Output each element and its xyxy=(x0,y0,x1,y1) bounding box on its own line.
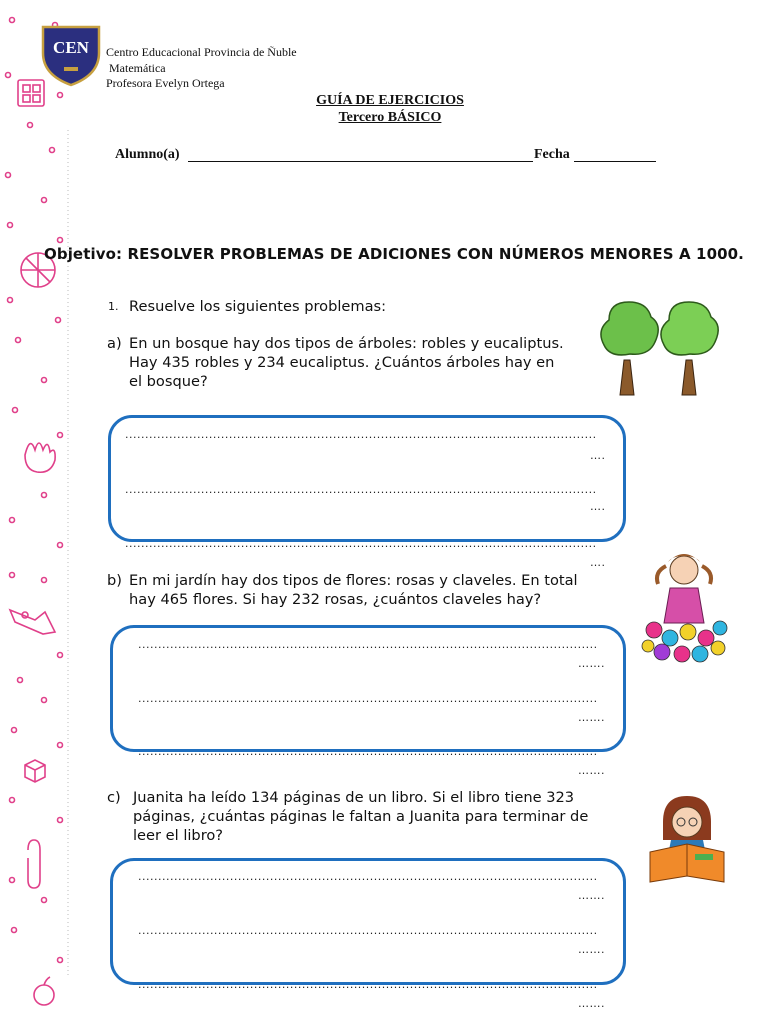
decorative-left-border xyxy=(0,0,90,1024)
problem-c-text xyxy=(133,788,633,845)
objective-label: Objetivo: xyxy=(44,245,123,263)
problem-c-line: Juanita ha leído 134 páginas de un libro. Si el libro tiene 323 xyxy=(133,789,575,806)
school-logo xyxy=(40,23,102,87)
school-name: Centro Educacional Provincia de Ñuble xyxy=(106,45,297,59)
problem-a-line: Hay 435 robles y 234 eucaliptus. ¿Cuántos árboles hay en xyxy=(129,354,555,371)
problem-b-line: hay 465 flores. Si hay 232 rosas, ¿cuántos claveles hay? xyxy=(129,591,542,608)
problem-b-text xyxy=(129,571,624,609)
girl-with-flowers-illustration xyxy=(640,548,730,670)
problem-c-line: leer el libro? xyxy=(133,827,224,844)
problem-a-letter: a) xyxy=(107,335,122,352)
answer-line: ...................................................................................................................... xyxy=(125,537,597,550)
answer-line: ................................................................................................................... xyxy=(138,638,598,651)
answer-line: ...................................................................................................................... xyxy=(125,483,597,496)
worksheet-subtitle: Tercero BÁSICO xyxy=(338,110,442,125)
svg-text:CEN: CEN xyxy=(53,38,89,57)
problem-b-letter: b) xyxy=(107,572,122,589)
student-name-label: Alumno(a) xyxy=(115,147,180,162)
date-label: Fecha xyxy=(534,147,570,162)
answer-line-end: …. xyxy=(590,500,606,513)
answer-line-end: …. xyxy=(590,449,606,462)
answer-line: ................................................................................................................... xyxy=(138,978,598,991)
answer-line: ...................................................................................................................... xyxy=(125,428,597,441)
date-line[interactable] xyxy=(574,161,656,162)
answer-line-end: ……. xyxy=(578,657,605,670)
problem-a-line: En un bosque hay dos tipos de árboles: robles y eucaliptus. xyxy=(129,335,564,352)
problem-a-line: el bosque? xyxy=(129,373,208,390)
answer-line: ................................................................................................................... xyxy=(138,924,598,937)
teacher-name: Profesora Evelyn Ortega xyxy=(106,76,225,90)
objective-text: RESOLVER PROBLEMAS DE ADICIONES CON NÚMEROS MENORES A 1000. xyxy=(127,245,744,263)
student-name-line[interactable] xyxy=(188,161,533,162)
girl-reading-illustration xyxy=(645,792,730,887)
answer-line-end: ……. xyxy=(578,764,605,777)
instruction-number: 1. xyxy=(108,300,119,313)
objective xyxy=(44,245,744,263)
answer-line: ................................................................................................................... xyxy=(138,870,598,883)
problem-a-text xyxy=(129,334,579,391)
instruction-text: Resuelve los siguientes problemas: xyxy=(129,298,387,315)
answer-line-end: ……. xyxy=(578,889,605,902)
answer-line-end: ……. xyxy=(578,997,605,1010)
answer-line-end: ……. xyxy=(578,943,605,956)
answer-line-end: …. xyxy=(590,556,606,569)
problem-b-line: En mi jardín hay dos tipos de flores: rosas y claveles. En total xyxy=(129,572,578,589)
answer-line: ................................................................................................................... xyxy=(138,745,598,758)
problem-c-line: páginas, ¿cuántas páginas le faltan a Juanita para terminar de xyxy=(133,808,589,825)
problem-c-letter: c) xyxy=(107,789,121,806)
answer-line: ................................................................................................................... xyxy=(138,692,598,705)
trees-illustration xyxy=(594,300,744,400)
worksheet-title: GUÍA DE EJERCICIOS xyxy=(316,93,464,108)
subject-name: Matemática xyxy=(109,61,166,75)
answer-line-end: ……. xyxy=(578,711,605,724)
